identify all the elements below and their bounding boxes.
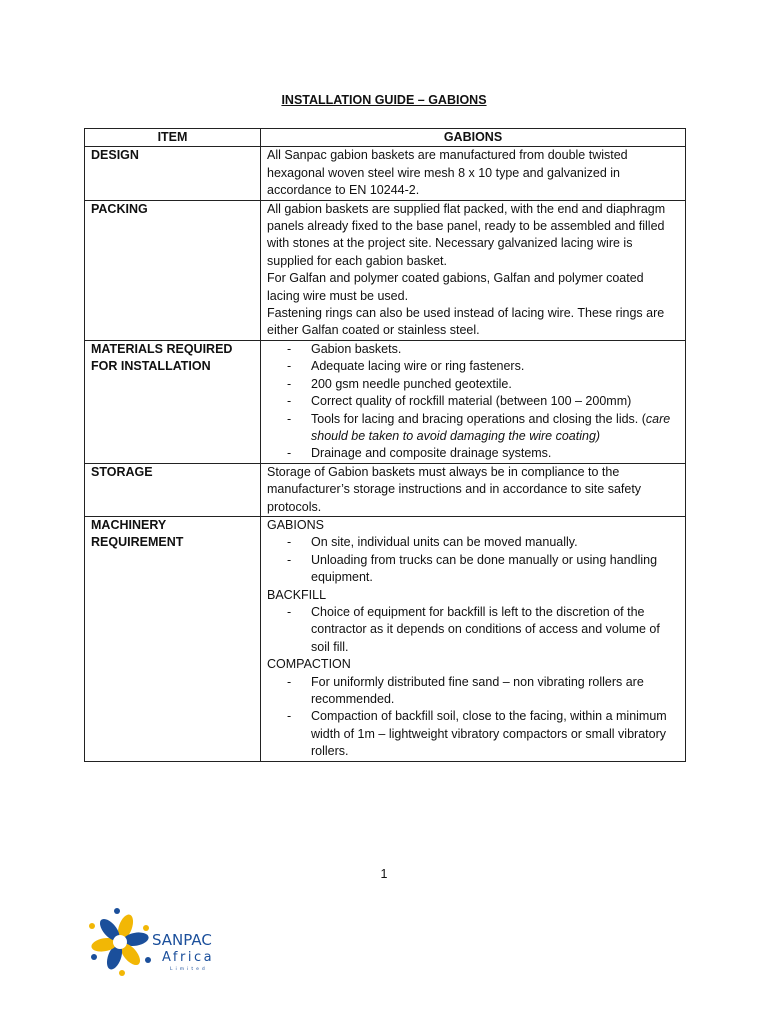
list-item: - Drainage and composite drainage systems. [267, 445, 679, 462]
list-item: - Correct quality of rockfill material (between 100 – 200mm) [267, 393, 679, 410]
list-item: - Adequate lacing wire or ring fasteners. [267, 358, 679, 375]
backfill-subheading: BACKFILL [267, 587, 327, 602]
table-header-row [85, 129, 686, 147]
packing-paragraph-1: All gabion baskets are supplied flat packed, with the end and diaphragm panels already fixed to the base panel, ready to be assembled and filled with stones at the project site. Necessary galvanized lacing wire is supplied for each gabion basket. [267, 201, 666, 268]
backfill-list [267, 604, 679, 656]
logo-line2: Africa [162, 950, 215, 965]
tools-italic-note: care should be taken to avoid damaging the wire coating) [311, 411, 671, 443]
compaction-subheading: COMPACTION [267, 657, 351, 672]
storage-label: STORAGE [85, 463, 261, 516]
list-item-tools [267, 411, 679, 446]
packing-paragraph-3: Fastening rings can also be used instead of lacing wire. These rings are either Galfan coated or stainless steel. [267, 306, 665, 338]
logo-line3: Limited [170, 967, 208, 972]
gabions-list [267, 534, 679, 586]
list-item: - Compaction of backfill soil, close to the facing, within a minimum width of 1m – lightweight vibratory compactors or small vibratory rollers. [267, 708, 679, 760]
table-row-machinery [85, 516, 686, 761]
list-item: - Choice of equipment for backfill is left to the discretion of the contractor as it depends on conditions of access and volume of soil fill. [267, 604, 679, 656]
page-number: 1 [380, 867, 388, 881]
materials-list [267, 341, 679, 463]
table-row-materials [85, 340, 686, 463]
installation-guide-table [84, 128, 686, 762]
list-item: - Gabion baskets. [267, 341, 679, 358]
gabions-subheading: GABIONS [267, 517, 324, 532]
header-gabions: GABIONS [261, 129, 686, 147]
table-row-design [85, 147, 686, 200]
sanpac-africa-logo [88, 907, 228, 977]
list-item: - Unloading from trucks can be done manually or using handling equipment. [267, 552, 679, 587]
header-item: ITEM [85, 129, 261, 147]
packing-paragraph-2: For Galfan and polymer coated gabions, Galfan and polymer coated lacing wire must be used. [267, 271, 644, 303]
page-title: INSTALLATION GUIDE – GABIONS [281, 93, 487, 107]
materials-cell [261, 340, 686, 463]
table-row-storage [85, 463, 686, 516]
tools-text: Tools for lacing and bracing operations and closing the lids. ( [311, 411, 646, 426]
machinery-label: MACHINERY REQUIREMENT [85, 516, 261, 761]
packing-label: PACKING [85, 200, 261, 340]
machinery-cell [261, 516, 686, 761]
packing-cell [261, 200, 686, 340]
table-row-packing [85, 200, 686, 340]
materials-label: MATERIALS REQUIRED FOR INSTALLATION [85, 340, 261, 463]
design-label: DESIGN [85, 147, 261, 200]
storage-text: Storage of Gabion baskets must always be in compliance to the manufacturer’s storage instructions and in accordance to site safety protocols. [261, 463, 686, 516]
list-item: - On site, individual units can be moved manually. [267, 534, 679, 551]
compaction-list [267, 674, 679, 761]
list-item: - For uniformly distributed fine sand – non vibrating rollers are recommended. [267, 674, 679, 709]
design-text: All Sanpac gabion baskets are manufactured from double twisted hexagonal woven steel wire mesh 8 x 10 type and galvanized in accordance to EN 10244-2. [261, 147, 686, 200]
logo-mark-icon [89, 908, 151, 976]
logo-name: SANPAC [152, 931, 212, 949]
list-item: - 200 gsm needle punched geotextile. [267, 376, 679, 393]
